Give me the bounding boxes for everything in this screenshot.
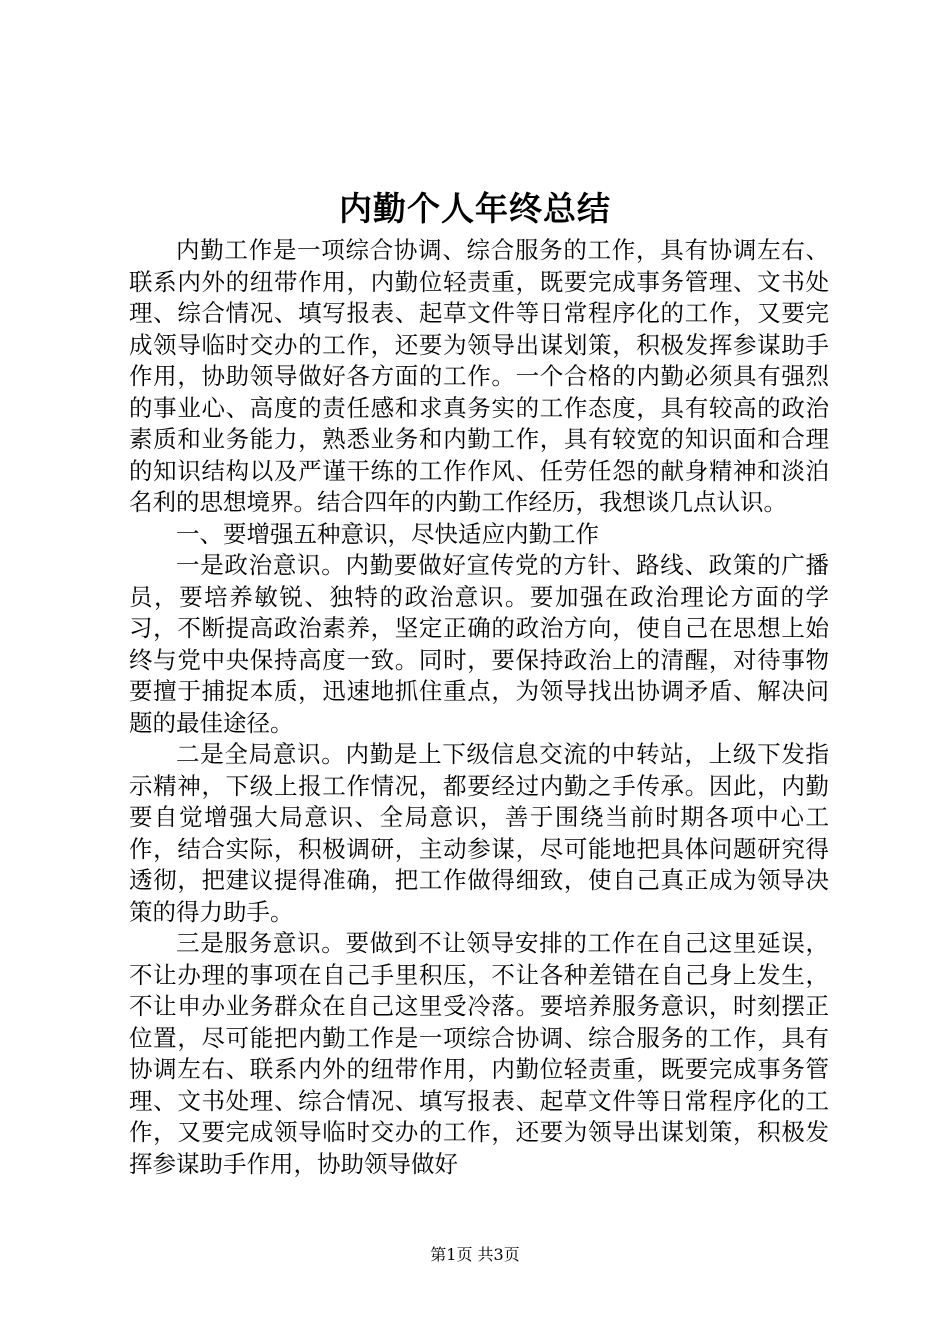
page-footer: 第1页 共3页 — [430, 1245, 520, 1264]
document-title: 内勤个人年终总结 — [339, 189, 611, 228]
paragraph-intro: 内勤工作是一项综合协调、综合服务的工作，具有协调左右、联系内外的纽带作用，内勤位轻责重，既要完成事务管理、文书处理、综合情况、填写报表、起草文件等日常程序化的工作，又要完成领导临时交办的工作，还要为领导出谋划策，积极发挥参谋助手作用，协助领导做好各方面的工作。一个合格的内勤必须具有强烈的事业心、高度的责任感和求真务实的工作态度，具有较高的政治素质和业务能力，熟悉业务和内勤工作，具有较宽的知识面和合理的知识结构以及严谨干练的工作作风、任劳任怨的献身精神和淡泊名利的思想境界。结合四年的内勤工作经历，我想谈几点认识。 — [129, 236, 829, 516]
paragraph-service-awareness: 三是服务意识。要做到不让领导安排的工作在自己这里延误，不让办理的事项在自己手里积压，不让各种差错在自己身上发生，不让申办业务群众在自己这里受冷落。要培养服务意识，时刻摆正位置，尽可能把内勤工作是一项综合协调、综合服务的工作，具有协调左右、联系内外的纽带作用，内勤位轻责重，既要完成事务管理、文书处理、综合情况、填写报表、起草文件等日常程序化的工作，又要完成领导临时交办的工作，还要为领导出谋划策，积极发挥参谋助手作用，协助领导做好 — [129, 929, 829, 1178]
paragraph-heading-1: 一、要增强五种意识，尽快适应内勤工作 — [176, 519, 599, 548]
paragraph-overall-awareness: 二是全局意识。内勤是上下级信息交流的中转站，上级下发指示精神，下级上报工作情况，都要经过内勤之手传承。因此，内勤要自觉增强大局意识、全局意识，善于围绕当前时期各项中心工作，结合实际，积极调研，主动参谋，尽可能地把具体问题研究得透彻，把建议提得准确，把工作做得细致，使自己真正成为领导决策的得力助手。 — [129, 740, 829, 926]
paragraph-political-awareness: 一是政治意识。内勤要做好宣传党的方针、路线、政策的广播员，要培养敏锐、独特的政治意识。要加强在政治理论方面的学习，不断提高政治素养，坚定正确的政治方向，使自己在思想上始终与党中央保持高度一致。同时，要保持政治上的清醒，对待事物要擅于捕捉本质，迅速地抓住重点，为领导找出协调矛盾、解决问题的最佳途径。 — [129, 551, 829, 737]
document-body — [129, 235, 829, 1180]
